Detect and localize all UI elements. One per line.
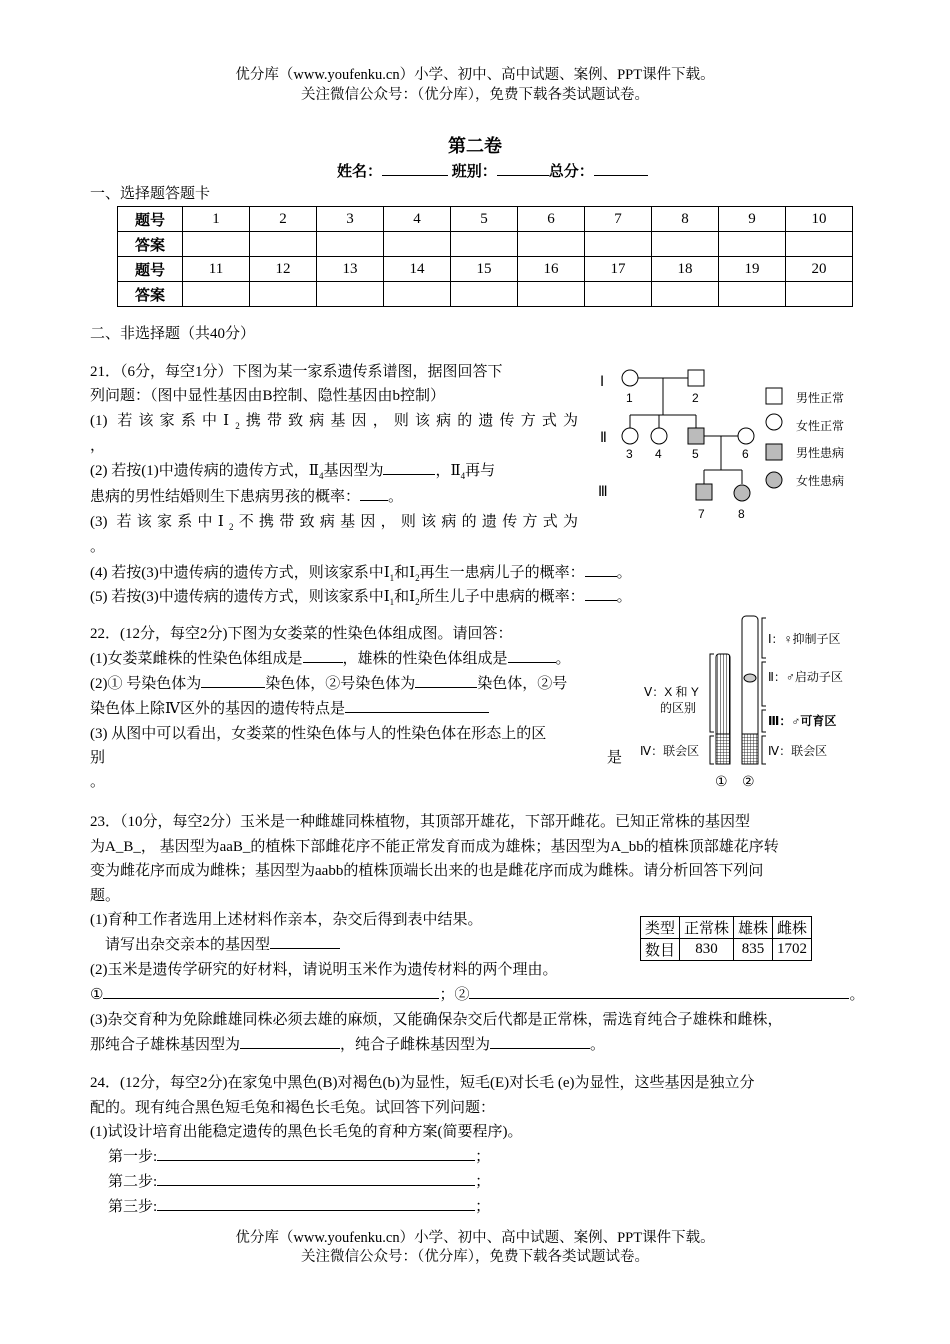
step-label: 第二步:	[108, 1174, 158, 1190]
female-genotype-blank[interactable]	[490, 1033, 590, 1049]
individual-number: 8	[738, 507, 745, 521]
q21-text: (4) 若按(3)中遗传病的遗传方式，则该家系中Ⅰ	[90, 565, 390, 581]
q23-line-2: 为A_B_， 基因型为aaB_的植株下部雌花序不能正常发育而成为雄株；基因型为A_bb的植株顶部雄花序转	[90, 839, 779, 855]
count-table-header: 雄株	[734, 917, 773, 939]
generation-label: Ⅲ	[598, 483, 608, 499]
score-label: 总分：	[548, 164, 594, 180]
row-label-answer: 答案	[118, 232, 183, 257]
answer-cell[interactable]	[518, 282, 585, 307]
step-label: 第一步:	[108, 1149, 158, 1165]
question-number: 12	[250, 257, 317, 282]
q23-text: ，纯合子雌株基因型为	[340, 1037, 491, 1053]
q24-text: ；	[475, 1174, 491, 1190]
question-number-row-1	[118, 207, 853, 232]
class-blank[interactable]	[497, 160, 549, 176]
q23-text: 那纯合子雄株基因型为	[90, 1037, 241, 1053]
answer-cell[interactable]	[719, 232, 786, 257]
female-normal-symbol	[651, 428, 667, 444]
subscript: 1	[389, 597, 395, 607]
individual-number: 1	[626, 391, 633, 405]
q21-text: 患病的男性结婚则生下患病男孩的概率：	[90, 489, 361, 505]
male-affected-symbol	[696, 484, 712, 500]
q22-text: 染色体上除Ⅳ区外的基因的遗传特点是	[90, 701, 345, 717]
sex-chromosome-diagram	[636, 614, 880, 794]
generation-label: Ⅱ	[600, 429, 607, 445]
q21-text: (1) 若该家系中Ⅰ	[90, 413, 236, 429]
question-number: 8	[652, 207, 719, 232]
male-chromosome-blank[interactable]	[508, 647, 556, 663]
subscript: 4	[318, 471, 324, 481]
question-number: 20	[786, 257, 853, 282]
answer-cell[interactable]	[786, 282, 853, 307]
q21-text: (2) 若按(1)中遗传病的遗传方式，Ⅱ	[90, 463, 319, 479]
probability-blank[interactable]	[585, 585, 617, 601]
question-number: 9	[719, 207, 786, 232]
inheritance-blank[interactable]	[345, 697, 489, 713]
q22-text: 是	[606, 750, 622, 766]
legend-label: 女性患病	[796, 474, 845, 488]
step-1-blank[interactable]	[157, 1145, 475, 1161]
q21-text: 再生一患病儿子的概率：	[419, 565, 585, 581]
reason-2-blank[interactable]	[469, 983, 849, 999]
q21-text: 和Ⅰ	[394, 589, 416, 605]
chromosome-number: ②	[742, 773, 755, 789]
region-label: Ⅰ：♀抑制子区	[768, 632, 841, 646]
region-label: Ⅳ：联会区	[640, 744, 700, 758]
q23-text: 。	[849, 987, 865, 1003]
question-number: 16	[518, 257, 585, 282]
header-line-1: 优分库（www.youfenku.cn）小学、初中、高中试题、案例、PPT课件下载。	[235, 67, 715, 83]
q22-text: (1)女娄菜雌株的性染色体组成是	[90, 651, 303, 667]
row-label-question: 题号	[118, 257, 183, 282]
female-normal-symbol	[622, 370, 638, 386]
question-number-row-2	[118, 257, 853, 282]
q21-text: 。	[616, 565, 632, 581]
count-table-cell: 1702	[773, 939, 812, 961]
q23-line-10	[90, 1033, 880, 1057]
question-number: 5	[451, 207, 518, 232]
count-table-cell: 数目	[641, 939, 680, 961]
individual-number: 4	[655, 447, 662, 461]
question-number: 2	[250, 207, 317, 232]
q21-text: 携带致病基因，则该病的遗传方式为	[239, 413, 578, 429]
count-table-header-row	[641, 917, 812, 939]
legend-male-affected-icon	[766, 444, 782, 460]
chromosome-1-blank[interactable]	[201, 672, 265, 688]
chromosome-2-blank[interactable]	[415, 672, 477, 688]
individual-number: 3	[626, 447, 633, 461]
q24-step-1	[108, 1145, 898, 1169]
generation-label: Ⅰ	[600, 373, 605, 389]
q23-line-8	[90, 983, 880, 1007]
individual-number: 7	[698, 507, 705, 521]
q23-text: 。	[590, 1037, 606, 1053]
class-label: 班别：	[451, 164, 497, 180]
subscript: 4	[460, 471, 466, 481]
q21-text: 不携带致病基因，则该病的遗传方式为	[233, 514, 578, 530]
female-normal-symbol	[622, 428, 638, 444]
legend-female-normal-icon	[766, 414, 782, 430]
count-table-header: 正常株	[680, 917, 734, 939]
male-normal-symbol	[688, 370, 704, 386]
chromosome-2-pairing-region	[742, 734, 758, 764]
answer-row-1	[118, 232, 853, 257]
name-label: 姓名：	[337, 164, 383, 180]
q21-text: (3) 若该家系中Ⅰ	[90, 514, 230, 530]
legend-female-affected-icon	[766, 472, 782, 488]
offspring-count-table	[640, 916, 812, 961]
q21-text: 。	[616, 589, 632, 605]
q22-text: 别	[90, 750, 106, 766]
q22-text: 。	[555, 651, 571, 667]
subscript: 2	[235, 421, 240, 431]
row-label-answer: 答案	[118, 282, 183, 307]
subscript: 2	[229, 522, 234, 532]
legend-label: 男性患病	[796, 446, 845, 460]
male-affected-symbol	[688, 428, 704, 444]
q23-text: ；②	[439, 987, 470, 1003]
question-number: 13	[317, 257, 384, 282]
genotype-blank[interactable]	[383, 459, 435, 475]
q21-text: 所生儿子中患病的概率：	[419, 589, 585, 605]
answer-cell[interactable]	[183, 232, 250, 257]
question-number: 6	[518, 207, 585, 232]
q23-line-3: 变为雌花序而成为雌株；基因型为aabb的植株顶端长出来的也是雌花序而成为雌株。请分析回答下列问	[90, 863, 764, 879]
question-number: 4	[384, 207, 451, 232]
answer-cell[interactable]	[250, 232, 317, 257]
step-label: 第三步:	[108, 1199, 158, 1215]
q23-line-1: 23．（10分，每空2分）玉米是一种雌雄同株植物，其顶部开雄花，下部开雌花。已知正常株的基因型	[90, 814, 751, 830]
q24-line-1: 24．(12分，每空2分)在家兔中黑色(B)对褐色(b)为显性，短毛(E)对长毛 (e)为显性，这些基因是独立分	[90, 1075, 755, 1091]
question-number: 19	[719, 257, 786, 282]
answer-cell[interactable]	[652, 232, 719, 257]
q24-line-3: (1)试设计培育出能稳定遗传的黑色长毛兔的育种方案(简要程序)。	[90, 1124, 523, 1140]
q22-text: 染色体，②号	[477, 676, 568, 692]
answer-cell[interactable]	[518, 232, 585, 257]
q24-text: ；	[475, 1149, 491, 1165]
legend-label: 女性正常	[796, 419, 845, 433]
q24-line-2: 配的。现有纯合黑色短毛兔和褐色长毛兔。试回答下列问题：	[90, 1100, 496, 1116]
female-affected-symbol	[734, 485, 750, 501]
student-info	[337, 160, 648, 181]
individual-number: 6	[742, 447, 749, 461]
q22-text: 染色体，②号染色体为	[265, 676, 416, 692]
q21-line-1: 21．（6分，每空1分）下图为某一家系遗传系谱图，据图回答下	[90, 364, 503, 380]
q24-step-2	[108, 1170, 898, 1194]
answer-cell[interactable]	[384, 282, 451, 307]
question-number: 17	[585, 257, 652, 282]
step-3-blank[interactable]	[157, 1195, 475, 1211]
legend-male-normal-icon	[766, 388, 782, 404]
chromosome-number: ①	[715, 773, 728, 789]
header-line-2: 关注微信公众号：（优分库），免费下载各类试题试卷。	[301, 87, 649, 103]
footer-line-2: 关注微信公众号：（优分库），免费下载各类试题试卷。	[301, 1249, 649, 1265]
chromosome-1-pairing-region	[716, 734, 730, 764]
question-number: 3	[317, 207, 384, 232]
question-number: 7	[585, 207, 652, 232]
page-title: 第二卷	[448, 136, 502, 156]
answer-cell[interactable]	[384, 232, 451, 257]
q22-line-7: 。	[90, 774, 106, 790]
q23-line-5: (1)育种工作者选用上述材料作亲本，杂交后得到表中结果。	[90, 912, 483, 928]
q22-text: ，雄株的性染色体组成是	[342, 651, 508, 667]
individual-number: 2	[692, 391, 699, 405]
footer-line-1: 优分库（www.youfenku.cn）小学、初中、高中试题、案例、PPT课件下载。	[235, 1230, 715, 1246]
q23-line-7: (2)玉米是遗传学研究的好材料，请说明玉米作为遗传材料的两个理由。	[90, 962, 558, 978]
question-number: 1	[183, 207, 250, 232]
q21-line-8: 。	[90, 539, 106, 555]
q22-line-5: (3) 从图中可以看出，女娄菜的性染色体与人的性染色体在形态上的区	[90, 726, 547, 742]
subscript: 2	[415, 573, 420, 583]
answer-cell[interactable]	[317, 232, 384, 257]
answer-cell[interactable]	[451, 232, 518, 257]
answer-cell[interactable]	[250, 282, 317, 307]
question-number: 11	[183, 257, 250, 282]
region-label: Ⅱ：♂启动子区	[768, 670, 843, 684]
step-2-blank[interactable]	[157, 1170, 475, 1186]
q21-line-10	[90, 585, 880, 614]
q23-text: 请写出杂交亲本的基因型	[90, 937, 271, 953]
answer-cell[interactable]	[652, 282, 719, 307]
answer-row-2	[118, 282, 853, 307]
region-label: Ⅲ：♂可育区	[768, 714, 837, 728]
region-label: 的区别	[660, 701, 697, 715]
subscript: 2	[415, 597, 420, 607]
score-blank[interactable]	[594, 160, 648, 176]
answer-cell[interactable]	[719, 282, 786, 307]
q23-line-9: (3)杂交育种为免除雌雄同株必须去雄的麻烦，又能确保杂交后代都是正常株，需选育纯合子雄株和雌株，	[90, 1012, 783, 1028]
count-table-header: 雌株	[773, 917, 812, 939]
answer-cell[interactable]	[317, 282, 384, 307]
answer-cell[interactable]	[786, 232, 853, 257]
region-label: Ⅳ：联会区	[768, 744, 828, 758]
answer-card-table	[117, 206, 853, 307]
question-number: 15	[451, 257, 518, 282]
q23-line-4: 题。	[90, 888, 121, 904]
answer-cell[interactable]	[183, 282, 250, 307]
answer-cell[interactable]	[585, 232, 652, 257]
answer-cell[interactable]	[585, 282, 652, 307]
subscript: 1	[389, 573, 395, 583]
q23-text: ①	[90, 987, 104, 1003]
female-chromosome-blank[interactable]	[303, 647, 343, 663]
q21-text: (5) 若按(3)中遗传病的遗传方式，则该家系中Ⅰ	[90, 589, 390, 605]
question-number: 18	[652, 257, 719, 282]
legend-label: 男性正常	[796, 391, 845, 405]
parent-genotype-blank[interactable]	[270, 933, 340, 949]
count-table-cell: 835	[734, 939, 773, 961]
question-number: 14	[384, 257, 451, 282]
q21-text: 和Ⅰ	[394, 565, 416, 581]
q22-text: (2)① 号染色体为	[90, 676, 202, 692]
male-genotype-blank[interactable]	[240, 1033, 340, 1049]
count-table-cell: 830	[680, 939, 734, 961]
q24-step-3	[108, 1195, 898, 1219]
individual-number: 5	[692, 447, 699, 461]
reason-1-blank[interactable]	[103, 983, 439, 999]
q22-line-6	[90, 746, 622, 770]
q21-line-4: ，	[90, 438, 106, 454]
q21-line-2: 列问题：（图中显性基因由B控制、隐性基因由b控制）	[90, 388, 446, 404]
q21-text: 。	[388, 489, 404, 505]
region-label: Ⅴ：X 和 Y	[644, 685, 699, 699]
q21-text: 基因型为	[323, 463, 384, 479]
probability-blank[interactable]	[360, 485, 388, 501]
pedigree-diagram	[590, 360, 870, 530]
q21-text: 再与	[465, 463, 496, 479]
q21-text: ，Ⅱ	[435, 463, 461, 479]
section-2-heading: 二、非选择题（共40分）	[90, 326, 256, 342]
name-blank[interactable]	[382, 160, 448, 176]
female-normal-symbol	[738, 428, 754, 444]
row-label-question: 题号	[118, 207, 183, 232]
answer-cell[interactable]	[451, 282, 518, 307]
q24-text: ；	[475, 1199, 491, 1215]
probability-blank[interactable]	[585, 561, 617, 577]
section-1-heading: 一、选择题答题卡	[90, 186, 211, 202]
question-number: 10	[786, 207, 853, 232]
count-table-header: 类型	[641, 917, 680, 939]
q22-line-1: 22．(12分，每空2分)下图为女娄菜的性染色体组成图。请回答：	[90, 626, 513, 642]
centromere	[744, 674, 756, 682]
